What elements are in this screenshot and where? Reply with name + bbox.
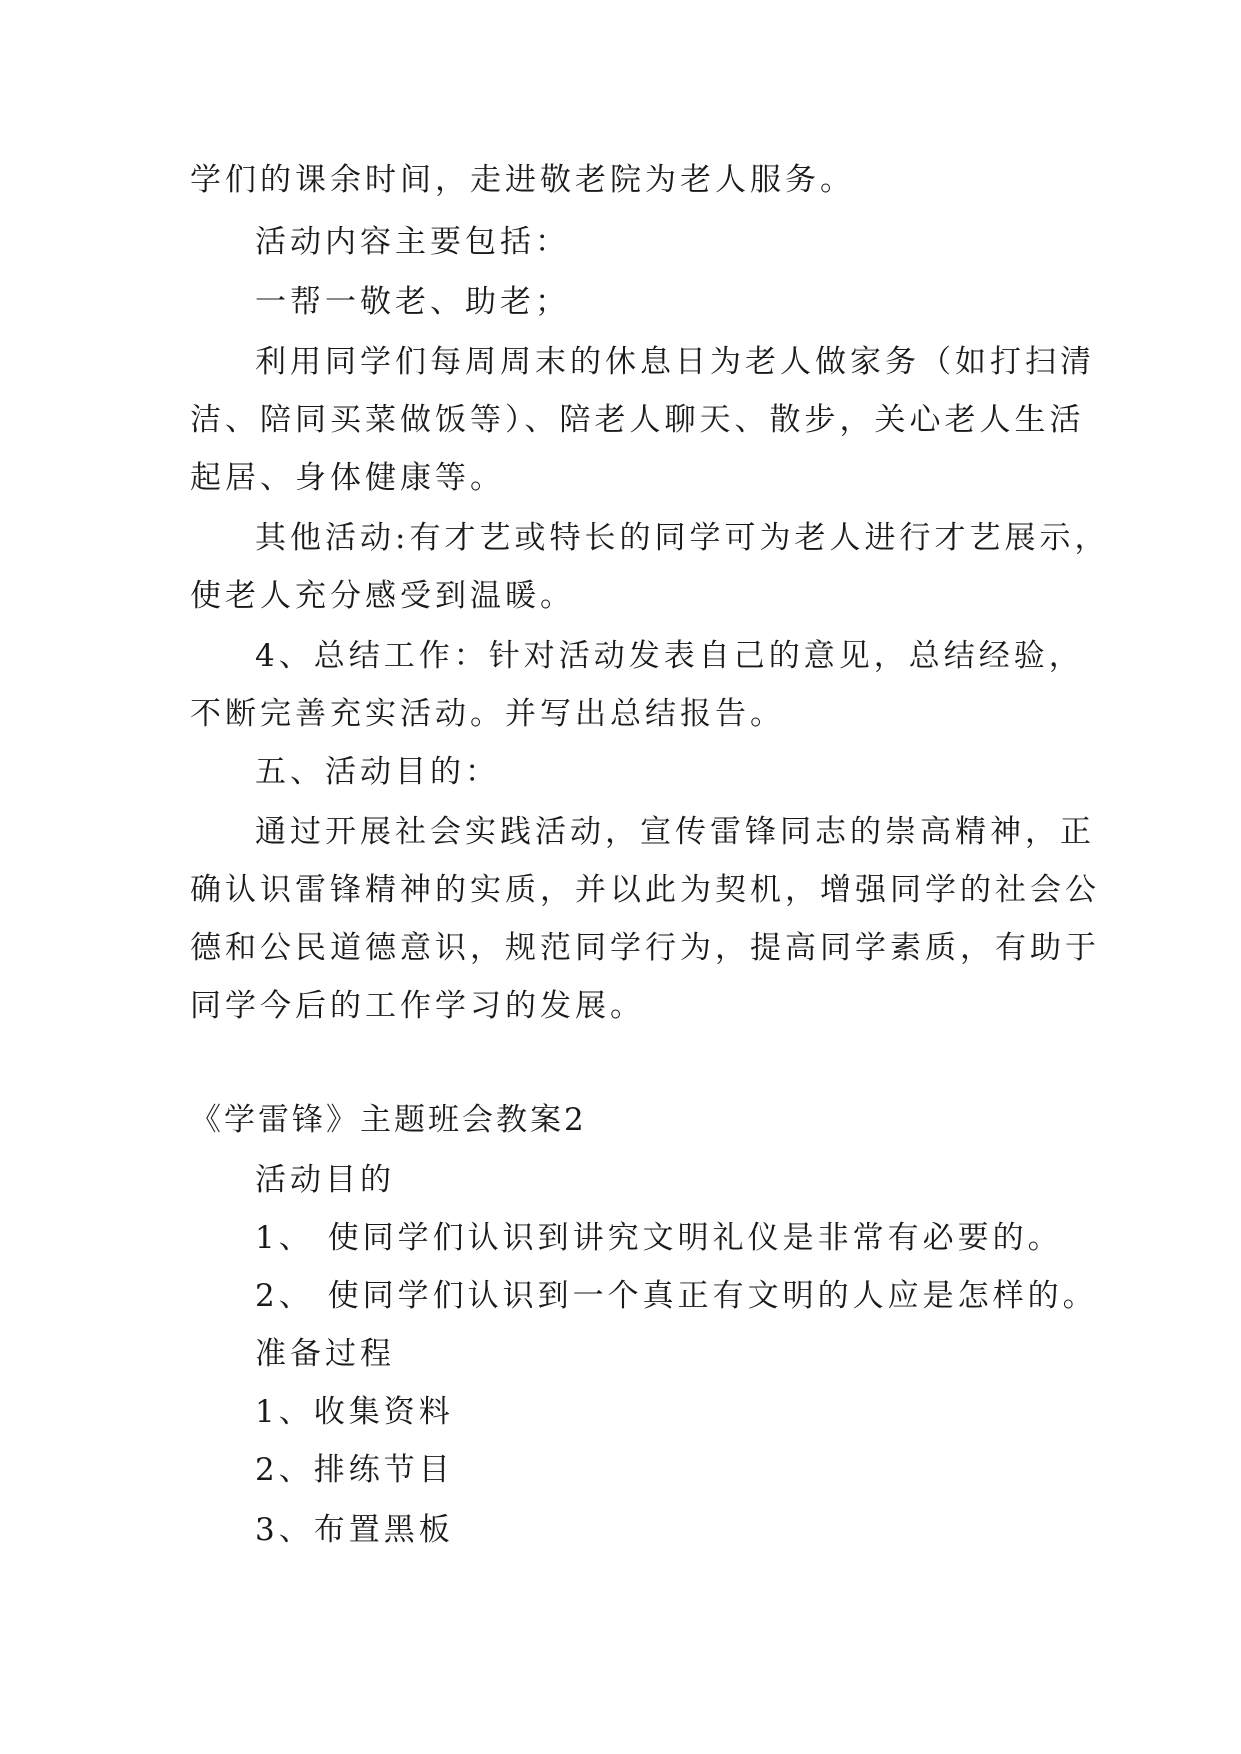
- document-title: 《学雷锋》主题班会教案2: [190, 1102, 587, 1138]
- subheading-line: 准备过程: [255, 1336, 395, 1372]
- paragraph-line: 使老人充分感受到温暖。: [190, 578, 575, 614]
- paragraph-line: 利用同学们每周周末的休息日为老人做家务（如打扫清: [255, 344, 1095, 380]
- paragraph-line: 4、总结工作：针对活动发表自己的意见，总结经验，: [255, 638, 1084, 674]
- paragraph-line: 不断完善充实活动。并写出总结报告。: [190, 696, 785, 732]
- paragraph-line: 起居、身体健康等。: [190, 460, 505, 496]
- paragraph-line: 活动内容主要包括：: [255, 224, 570, 260]
- paragraph-line: 通过开展社会实践活动，宣传雷锋同志的崇高精神，正: [255, 814, 1095, 850]
- paragraph-line: 德和公民道德意识，规范同学行为，提高同学素质，有助于: [190, 930, 1100, 966]
- list-item: 1、收集资料: [255, 1394, 454, 1430]
- paragraph-line: 其他活动:有才艺或特长的同学可为老人进行才艺展示，: [255, 520, 1110, 556]
- subheading-line: 活动目的: [255, 1162, 395, 1198]
- paragraph-line: 确认识雷锋精神的实质，并以此为契机，增强同学的社会公: [190, 872, 1100, 908]
- section-heading-line: 五、活动目的：: [255, 754, 500, 790]
- paragraph-line: 同学今后的工作学习的发展。: [190, 988, 645, 1024]
- paragraph-line: 学们的课余时间，走进敬老院为老人服务。: [190, 162, 855, 198]
- paragraph-line: 洁、陪同买菜做饭等）、陪老人聊天、散步，关心老人生活: [190, 402, 1085, 438]
- list-item: 1、 使同学们认识到讲究文明礼仪是非常有必要的。: [255, 1220, 1063, 1256]
- list-item: 2、排练节目: [255, 1452, 454, 1488]
- list-item: 3、布置黑板: [255, 1512, 454, 1548]
- paragraph-line: 一帮一敬老、助老；: [255, 284, 570, 320]
- list-item: 2、 使同学们认识到一个真正有文明的人应是怎样的。: [255, 1278, 1098, 1314]
